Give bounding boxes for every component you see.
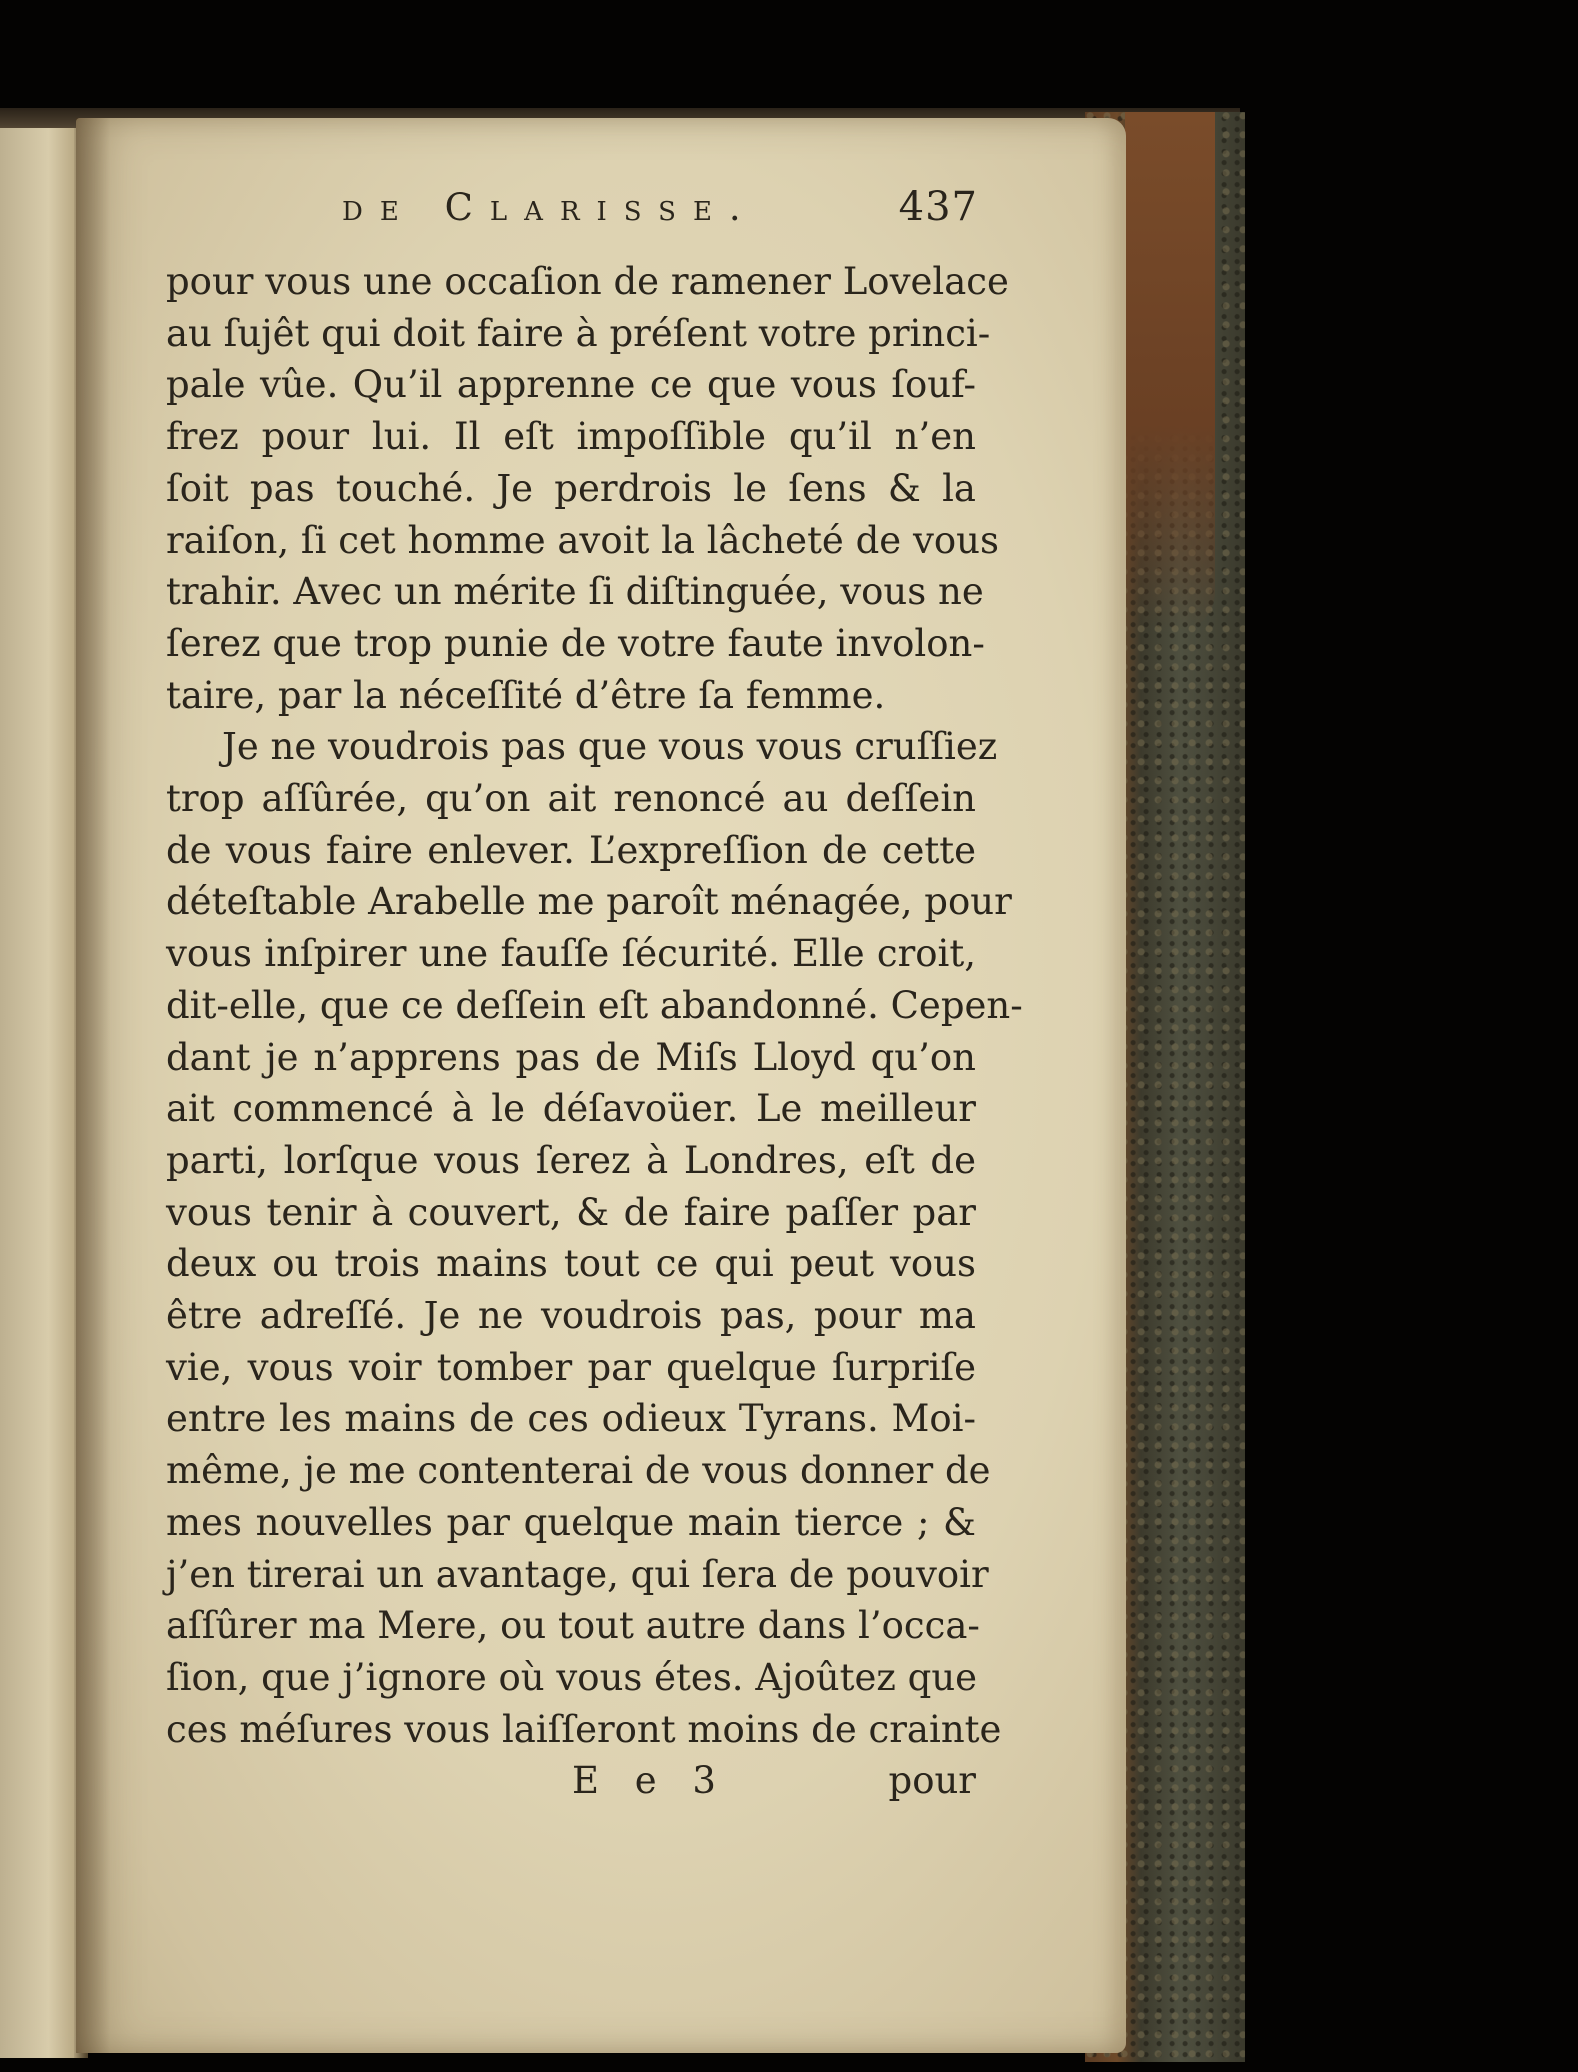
text-line: de vous faire enlever. L’expreſſion de cette <box>166 828 976 872</box>
text-line: pale vûe. Qu’il apprenne ce que vous ſouf- <box>166 363 976 407</box>
catchword: pour <box>888 1759 976 1803</box>
text-line: trahir. Avec un mérite ſi diſtinguée, vous ne <box>166 570 984 614</box>
body-text <box>166 256 1023 1755</box>
text-line: aſſûrer ma Mere, ou tout autre dans l’occa- <box>166 1604 980 1648</box>
text-line: ſoit pas touché. Je perdrois le ſens & la <box>166 466 976 510</box>
running-title: de Clarisse. <box>342 186 758 229</box>
text-line: deux ou trois mains tout ce qui peut vous <box>166 1242 976 1286</box>
text-line: au ſujêt qui doit faire à préſent votre princi- <box>166 311 991 355</box>
text-line: être adreſſé. Je ne voudrois pas, pour ma <box>166 1294 976 1338</box>
running-head <box>166 186 976 256</box>
text-line: vous tenir à couvert, & de faire paſſer par <box>166 1190 976 1234</box>
page-gutter-shadow <box>76 118 110 2053</box>
text-line: parti, lorſque vous ſerez à Londres, eſt de <box>166 1138 976 1182</box>
signature-mark: E e 3 <box>572 1759 728 1803</box>
page-text-block <box>166 184 1023 1819</box>
text-line: ces méſures vous laiſſeront moins de crainte <box>166 1707 1002 1751</box>
text-line: ait commencé à le déſavoüer. Le meilleur <box>166 1087 976 1131</box>
page-footer <box>166 1759 976 1819</box>
leather-spine-patch <box>1125 112 1215 632</box>
text-line: ſion, que j’ignore où vous étes. Ajoûtez que <box>166 1655 978 1699</box>
page-number: 437 <box>898 184 978 230</box>
text-line: dant je n’apprens pas de Miſs Lloyd qu’on <box>166 1035 976 1079</box>
text-line: taire, par la néceſſité d’être ſa femme. <box>166 673 886 717</box>
text-line: Je ne voudrois pas que vous vous cruſſiez <box>222 725 998 769</box>
text-line: raiſon, ſi cet homme avoit la lâcheté de vous <box>166 518 999 562</box>
text-line: vous inſpirer une fauſſe ſécurité. Elle croit, <box>166 932 976 976</box>
previous-page-edge <box>0 128 88 2058</box>
text-line: déteſtable Arabelle me paroît ménagée, pour <box>166 880 1012 924</box>
text-line: trop aſſûrée, qu’on ait renoncé au deſſein <box>166 777 976 821</box>
text-line: vie, vous voir tomber par quelque ſurpriſe <box>166 1345 976 1389</box>
text-line: mes nouvelles par quelque main tierce ; & <box>166 1500 976 1544</box>
text-line: même, je me contenterai de vous donner de <box>166 1449 991 1493</box>
text-line: ſerez que trop punie de votre faute involon- <box>166 621 985 665</box>
text-line: entre les mains de ces odieux Tyrans. Moi- <box>166 1397 976 1441</box>
text-line: j’en tirerai un avantage, qui ſera de pouvoir <box>166 1552 989 1596</box>
text-line: frez pour lui. Il eſt impoſſible qu’il n’en <box>166 415 976 459</box>
text-line: pour vous une occaſion de ramener Lovelace <box>166 260 1009 303</box>
text-line: dit-elle, que ce deſſein eſt abandonné. Cepen- <box>166 983 1023 1027</box>
